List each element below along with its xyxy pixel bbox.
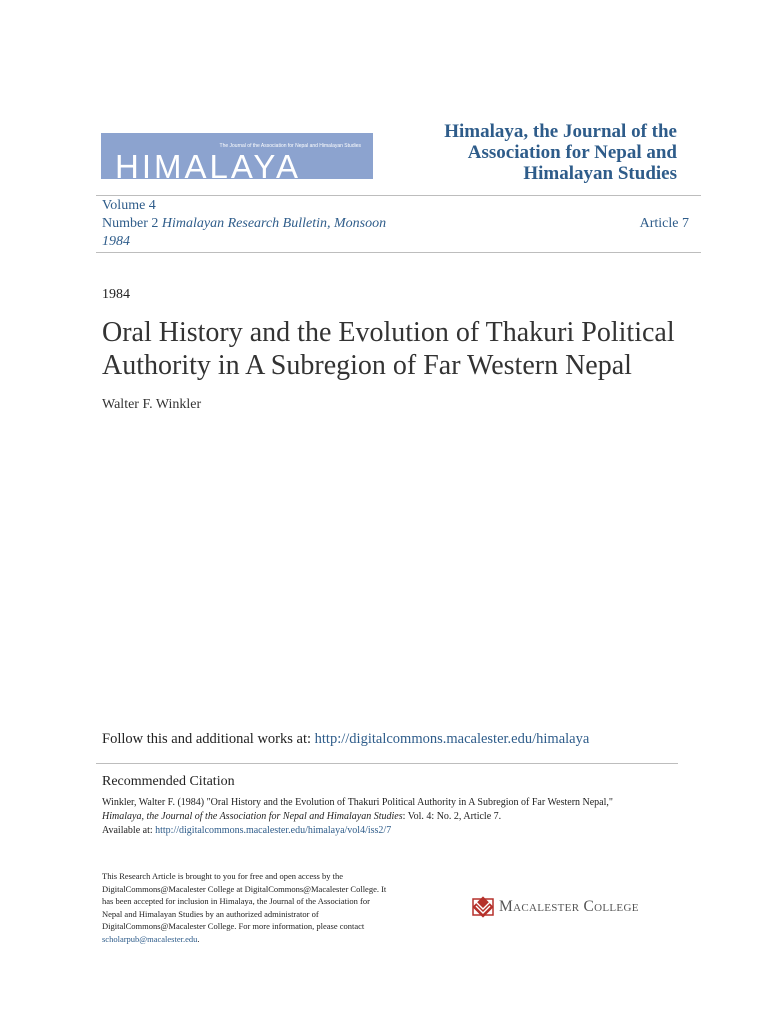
divider bbox=[96, 252, 701, 253]
logo-tagline: The Journal of the Association for Nepal and Himalayan Studies bbox=[219, 143, 361, 149]
journal-title-line: Association for Nepal and bbox=[467, 142, 677, 163]
available-label: Available at: bbox=[102, 825, 153, 836]
article-title: Oral History and the Evolution of Thakuri Political Authority in A Subregion of Far Western Nepal bbox=[102, 317, 675, 381]
volume-link[interactable]: Volume 4 bbox=[102, 198, 156, 213]
logo-wordmark: HIMALAYA bbox=[115, 148, 301, 179]
issue-number: Number 2 bbox=[102, 216, 159, 231]
recommended-citation-heading: Recommended Citation bbox=[102, 774, 235, 789]
divider bbox=[96, 195, 701, 196]
citation-line: Winkler, Walter F. (1984) "Oral History and the Evolution of Thakuri Political Authority in A Subregion of Far Western Nepal," bbox=[102, 797, 613, 808]
notice-end: . bbox=[197, 933, 200, 944]
citation-text bbox=[102, 796, 682, 838]
publication-year: 1984 bbox=[102, 287, 130, 302]
follow-line bbox=[102, 731, 589, 748]
macalester-shield-icon bbox=[472, 896, 494, 918]
article-number-link[interactable]: Article 7 bbox=[639, 216, 689, 231]
notice-text: This Research Article is brought to you for free and open access by the DigitalCommons@Macalester College at DigitalCommons@Macalester College. It has been accepted for inclusion in Himalaya, the Journal of the Association for Nepal and Himalayan Studies by an authorized administrator of DigitalCommons@Macalester College. For more information, please contact bbox=[102, 871, 387, 932]
divider bbox=[96, 763, 678, 764]
access-notice bbox=[102, 870, 392, 946]
citation-details: : Vol. 4: No. 2, Article 7. bbox=[402, 811, 502, 822]
issue-link[interactable] bbox=[102, 215, 402, 251]
follow-label: Follow this and additional works at: bbox=[102, 731, 312, 747]
citation-journal: Himalaya, the Journal of the Association for Nepal and Himalayan Studies bbox=[102, 811, 403, 822]
journal-title-line: Himalaya, the Journal of the bbox=[444, 121, 677, 142]
repository-link[interactable]: http://digitalcommons.macalester.edu/himalaya bbox=[314, 731, 590, 747]
issue-title: Himalayan Research Bulletin, Monsoon bbox=[161, 216, 387, 231]
macalester-college-logo[interactable] bbox=[472, 896, 639, 918]
issue-info bbox=[102, 197, 402, 251]
contact-email-link[interactable]: scholarpub@macalester.edu bbox=[102, 933, 198, 944]
macalester-name: Macalester College bbox=[499, 898, 639, 915]
author-name: Walter F. Winkler bbox=[102, 397, 202, 412]
journal-title-line: Himalayan Studies bbox=[523, 163, 677, 184]
journal-title-link[interactable] bbox=[377, 121, 677, 184]
issue-year: 1984 bbox=[102, 234, 130, 249]
himalaya-logo-banner bbox=[101, 133, 373, 179]
citation-url-link[interactable]: http://digitalcommons.macalester.edu/himalaya/vol4/iss2/7 bbox=[155, 825, 392, 836]
